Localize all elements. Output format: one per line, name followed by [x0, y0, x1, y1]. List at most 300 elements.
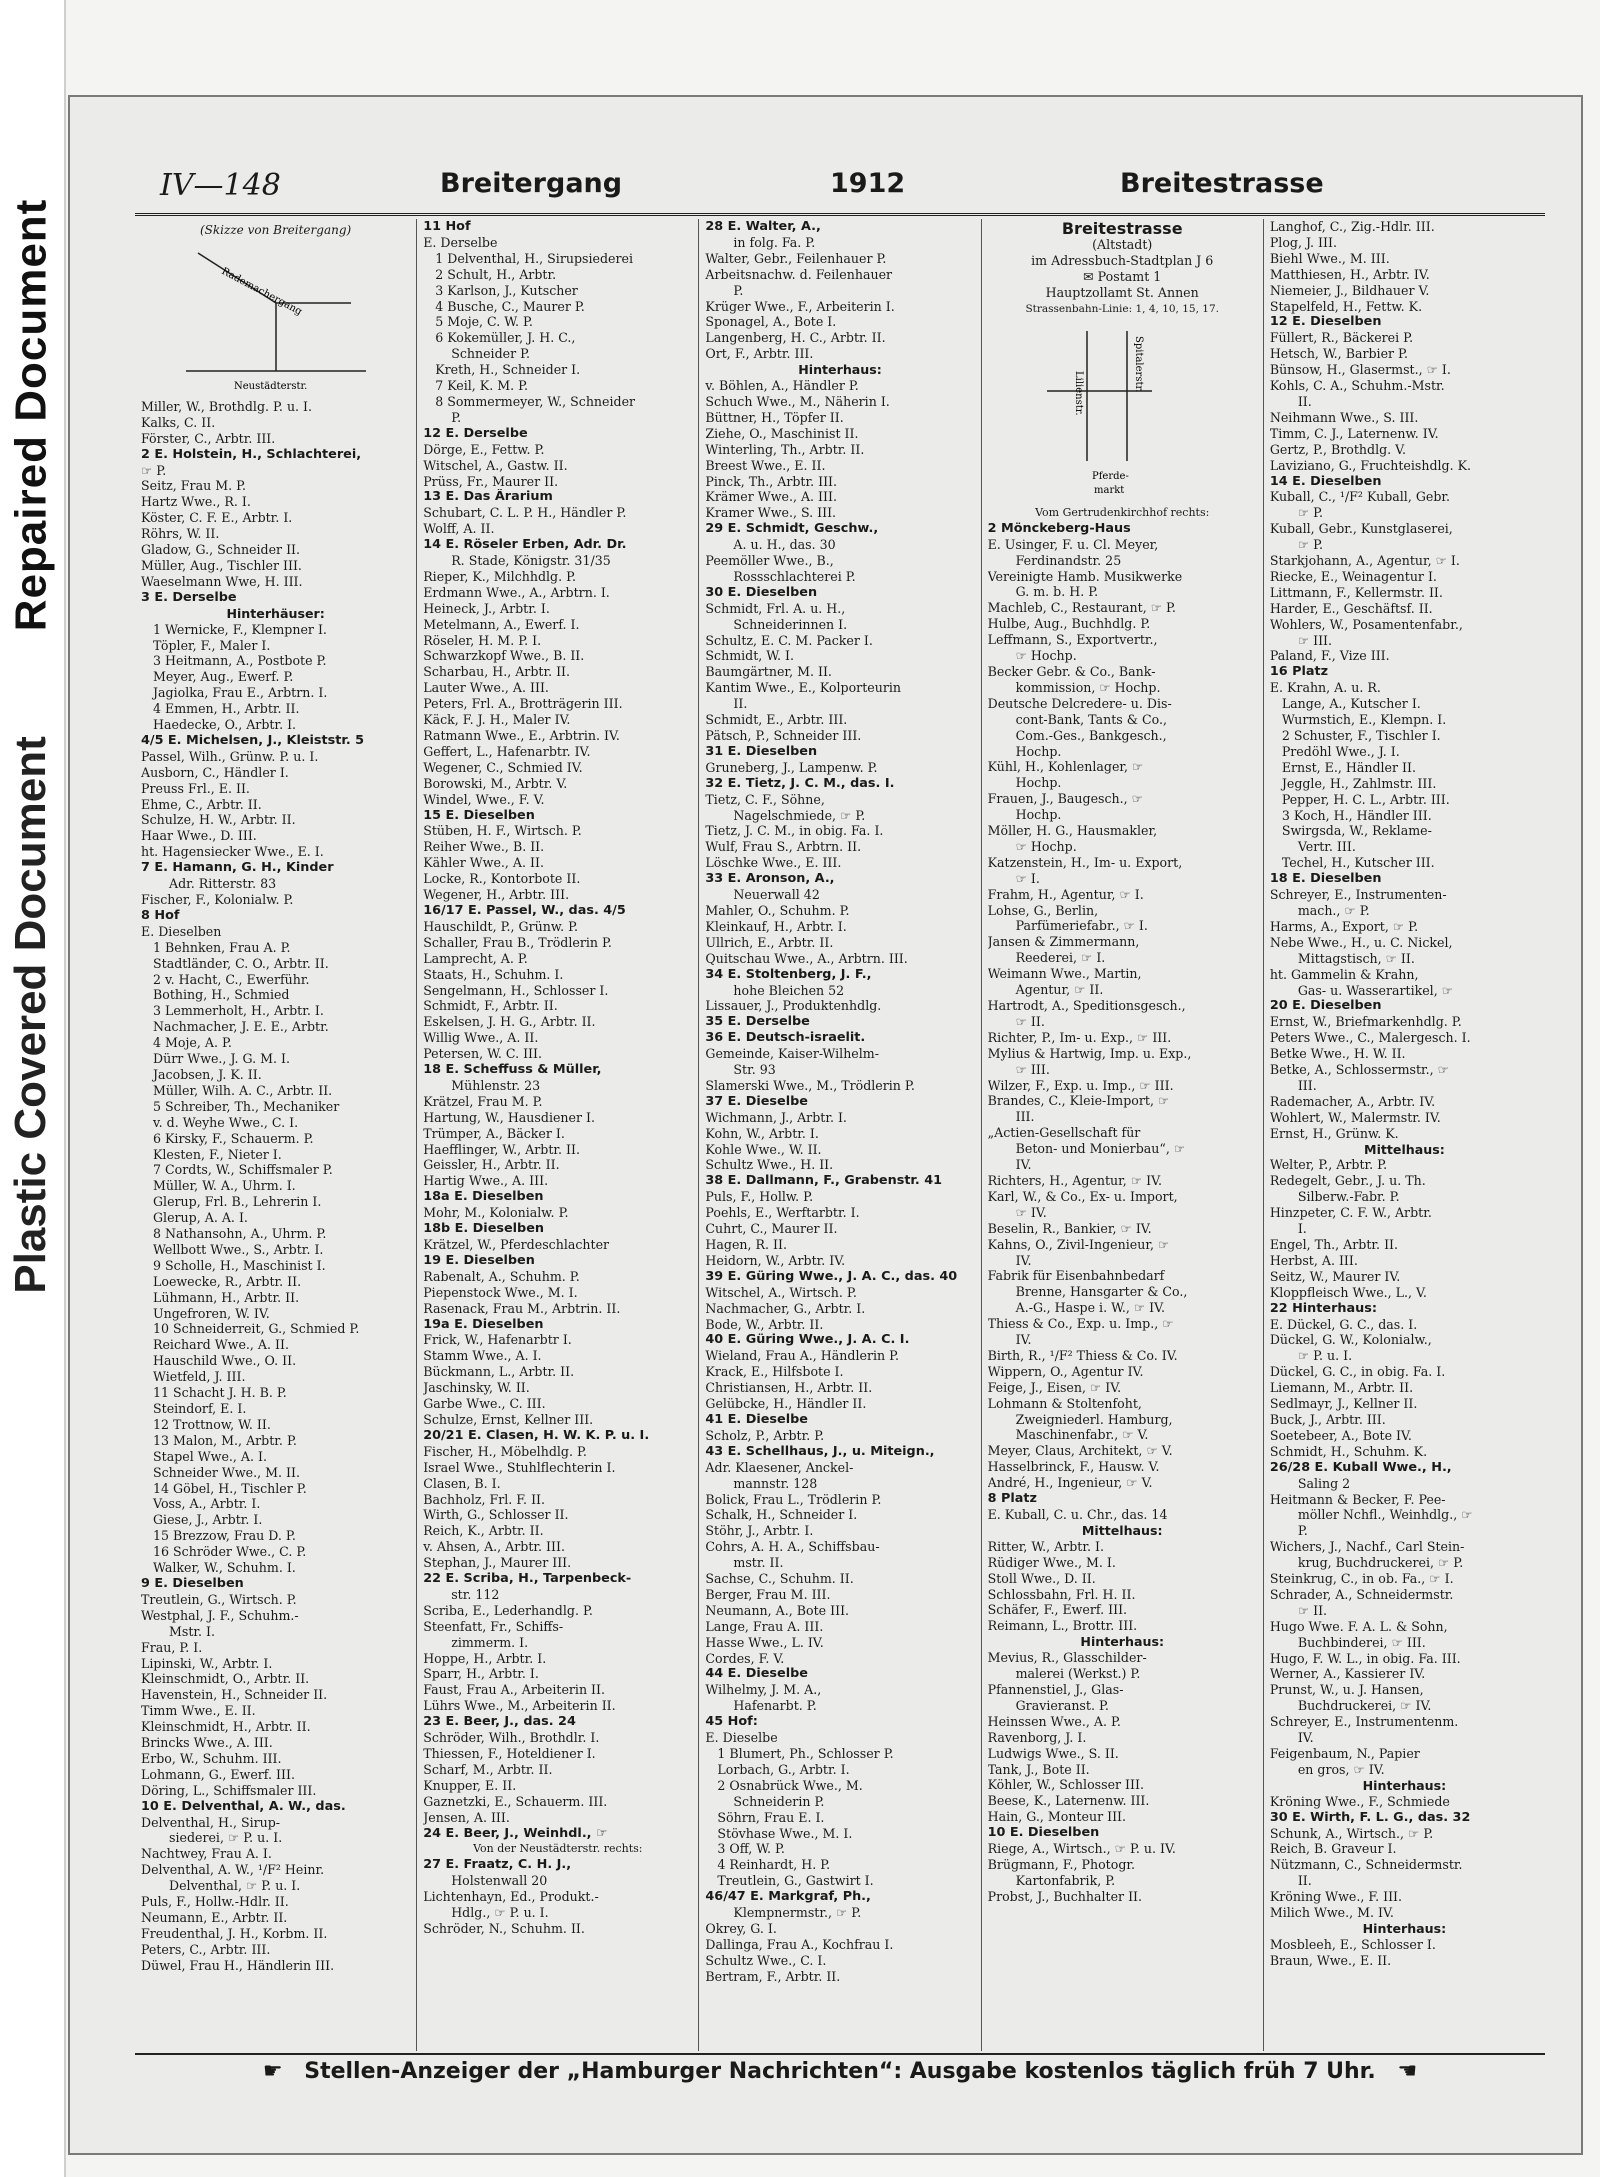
directory-entry: Sedlmayr, J., Kellner II.: [1269, 1396, 1418, 1412]
directory-entry: 11 Schacht J. H. B. P.: [153, 1385, 287, 1401]
directory-entry: 3 Lemmerholt, H., Arbtr. I.: [153, 1003, 324, 1019]
directory-entry: Schneider P.: [451, 346, 531, 362]
directory-entry: Röhrs, W. II.: [141, 526, 220, 542]
directory-entry: Schröder, Wilh., Brothdlr. I.: [423, 1730, 600, 1746]
directory-entry: Kuball, Gebr., Kunstglaserei,: [1269, 521, 1453, 537]
directory-entry: Kahns, O., Zivil-Ingenieur, ☞: [987, 1236, 1170, 1252]
directory-entry: Förster, C., Arbtr. III.: [141, 430, 276, 446]
directory-entry: Sparr, H., Arbtr. I.: [423, 1666, 539, 1682]
house-number-heading: 2 E. Holstein, H., Schlachterei,: [141, 446, 362, 462]
directory-entry: Breest Wwe., E. II.: [705, 457, 826, 473]
directory-entry: III.: [1015, 1109, 1035, 1125]
directory-entry: Ritter, W., Arbtr. I.: [987, 1538, 1104, 1554]
directory-entry: IV.: [1297, 1730, 1314, 1746]
sketch-label-neustaedterstr: Neustädterstr.: [233, 380, 307, 392]
directory-entry: Scharf, M., Arbtr. II.: [423, 1761, 553, 1777]
directory-entry: Pfannenstiel, J., Glas-: [987, 1681, 1124, 1697]
directory-entry: 1 Delventhal, H., Sirupsiederei: [435, 250, 633, 266]
directory-entry: ht. Hagensiecker Wwe., E. I.: [141, 844, 324, 860]
house-number-heading: 46/47 E. Markgraf, Ph.,: [705, 1889, 871, 1905]
directory-entry: Kramer Wwe., S. III.: [705, 505, 837, 521]
directory-entry: Rasenack, Frau M., Arbtrin. II.: [423, 1300, 621, 1316]
house-number-heading: 38 E. Dallmann, F., Grabenstr. 41: [705, 1173, 943, 1189]
directory-entry: P.: [733, 282, 744, 298]
directory-entry: „Actien-Gesellschaft für: [987, 1125, 1141, 1141]
directory-entry: Wegener, H., Arbtr. III.: [423, 887, 570, 903]
directory-entry: Schultz, E. C. M. Packer I.: [705, 632, 873, 648]
directory-entry: Ort, F., Arbtr. III.: [705, 346, 814, 362]
directory-entry: Hetsch, W., Barbier P.: [1269, 346, 1408, 362]
section-label: Vom Gertrudenkirchhof rechts:: [1035, 505, 1210, 519]
directory-entry: Prüss, Fr., Maurer II.: [423, 473, 559, 489]
directory-entry: 2 Osnabrück Wwe., M.: [717, 1777, 863, 1793]
directory-entry: Giese, J., Arbtr. I.: [153, 1512, 263, 1528]
directory-entry: Christiansen, H., Arbtr. II.: [705, 1380, 873, 1396]
directory-entry: Rossschlachterei P.: [733, 568, 856, 584]
directory-entry: Lührs Wwe., M., Arbeiterin II.: [423, 1698, 616, 1714]
directory-entry: Ullrich, E., Arbtr. II.: [705, 934, 834, 950]
house-number-heading: 9 E. Dieselben: [141, 1575, 244, 1591]
directory-entry: Wohlert, W., Malermstr. IV.: [1269, 1109, 1441, 1125]
directory-entry: ☞ IV.: [1015, 1204, 1047, 1220]
directory-entry: 13 Malon, M., Arbtr. P.: [153, 1432, 297, 1448]
directory-entry: Voss, A., Arbtr. I.: [153, 1496, 261, 1512]
house-number-heading: 34 E. Stoltenberg, J. F.,: [705, 966, 872, 982]
directory-entry: Borowski, M., Arbtr. V.: [423, 775, 568, 791]
directory-entry: Schulze, H. W., Arbtr. II.: [141, 812, 296, 828]
directory-entry: Kalks, C. II.: [141, 414, 216, 430]
directory-entry: ☞ II.: [1297, 1602, 1328, 1618]
directory-entry: 2 Schult, H., Arbtr.: [435, 266, 557, 282]
house-number-heading: 18b E. Dieselben: [423, 1221, 545, 1237]
column-3: [699, 219, 981, 2051]
directory-entry: Rieper, K., Milchhdlg. P.: [423, 568, 577, 584]
directory-entry: Döring, L., Schiffsmaler III.: [141, 1782, 317, 1798]
directory-entry: I.: [1297, 1221, 1307, 1237]
directory-entry: E. Kuball, C. u. Chr., das. 14: [987, 1507, 1168, 1522]
directory-entry: 3 Koch, H., Händler III.: [1281, 807, 1432, 823]
directory-entry: Köster, C. F. E., Arbtr. I.: [141, 510, 293, 526]
directory-entry: Hdlg., ☞ P. u. I.: [451, 1905, 549, 1921]
directory-entry: Ferdinandstr. 25: [1015, 552, 1122, 568]
directory-entry: Soetebeer, A., Bote IV.: [1269, 1427, 1412, 1443]
house-number-heading: 39 E. Güring Wwe., J. A. C., das. 40: [705, 1268, 958, 1284]
footer-advert: [135, 2059, 1545, 2089]
directory-entry: Thiess & Co., Exp. u. Imp., ☞: [987, 1316, 1174, 1332]
directory-entry: Lipinski, W., Arbtr. I.: [141, 1655, 273, 1671]
directory-entry: Schreyer, E., Instrumentenm.: [1269, 1714, 1459, 1730]
directory-entry: Müller, Wilh. A. C., Arbtr. II.: [153, 1082, 333, 1098]
directory-entry: 2 Schuster, F., Tischler I.: [1281, 728, 1441, 743]
directory-entry: Hagen, R. II.: [705, 1237, 787, 1252]
directory-entry: 5 Moje, C. W. P.: [435, 314, 533, 330]
directory-entry: Seitz, Frau M. P.: [141, 478, 247, 494]
directory-entry: Röseler, H. M. P. I.: [423, 632, 542, 648]
directory-entry: Reich, K., Arbtr. II.: [423, 1523, 544, 1539]
directory-entry: Ungefroren, W. IV.: [153, 1305, 270, 1321]
directory-entry: Puls, F., Hollw.-Hdlr. II.: [141, 1894, 289, 1910]
directory-entry: Bode, W., Arbtr. II.: [705, 1316, 824, 1332]
directory-entry: E. Krahn, A. u. R.: [1269, 680, 1381, 696]
directory-entry: Sachse, C., Schuhm. II.: [705, 1571, 854, 1587]
directory-entry: Cordes, F. V.: [705, 1650, 785, 1666]
directory-entry: Hauschildt, P., Grünw. P.: [423, 918, 579, 934]
directory-entry: Füllert, R., Bäckerei P.: [1269, 330, 1414, 346]
street-title: Breitestrasse: [1061, 219, 1183, 238]
directory-entry: Heitmann & Becker, F. Pee-: [1269, 1491, 1446, 1507]
directory-entry: 3 Karlson, J., Kutscher: [435, 282, 578, 298]
directory-entry: Betke Wwe., H. W. II.: [1269, 1046, 1406, 1062]
directory-entry: ☞ III.: [1297, 632, 1333, 648]
directory-entry: Schröder, N., Schuhm. II.: [423, 1920, 585, 1936]
directory-entry: 4 Busche, C., Maurer P.: [435, 298, 585, 314]
sketch-label-rademachergang: Rademachergang: [219, 265, 304, 318]
directory-entry: Hasselbrinck, F., Hausw. V.: [987, 1459, 1160, 1475]
directory-entry: Birth, R., ¹/F² Thiess & Co. IV.: [987, 1347, 1178, 1363]
directory-entry: Quitschau Wwe., A., Arbtrn. III.: [705, 950, 908, 966]
directory-entry: Agentur, ☞ II.: [1015, 982, 1104, 998]
directory-entry: malerei (Werkst.) P.: [1015, 1666, 1141, 1682]
directory-entry: Richters, H., Agentur, ☞ IV.: [987, 1172, 1162, 1188]
house-number-heading: 20/21 E. Clasen, H. W. K. P. u. I.: [423, 1427, 650, 1443]
directory-entry: str. 112: [451, 1586, 500, 1602]
directory-entry: Erdmann Wwe., A., Arbtrn. I.: [423, 584, 610, 600]
directory-entry: Buchdruckerei, ☞ IV.: [1297, 1698, 1432, 1714]
directory-entry: Wulf, Frau S., Arbtrn. II.: [705, 839, 862, 855]
column-5-entries: [1270, 219, 1539, 1969]
directory-entry: Redegelt, Gebr., J. u. Th.: [1269, 1173, 1426, 1189]
directory-entry: E. Derselbe: [423, 234, 498, 250]
directory-entry: Klesten, F., Nieter I.: [153, 1146, 282, 1162]
directory-entry: Brügmann, F., Photogr.: [987, 1856, 1136, 1872]
directory-entry: Berger, Frau M. III.: [705, 1586, 831, 1602]
directory-entry: Timm, C. J., Laternenw. IV.: [1269, 425, 1439, 441]
directory-entry: Kröning Wwe., F., Schmiede: [1269, 1793, 1450, 1809]
directory-entry: Delventhal, H., Sirup-: [141, 1814, 281, 1830]
directory-entry: Haar Wwe., D. III.: [141, 828, 257, 844]
directory-entry: Hartrodt, A., Speditionsgesch.,: [987, 998, 1186, 1013]
directory-entry: Richter, P., Im- u. Exp., ☞ III.: [987, 1029, 1172, 1045]
directory-entry: P.: [1297, 1523, 1308, 1539]
directory-columns: [135, 219, 1545, 2051]
directory-entry: Krack, E., Hilfsbote I.: [705, 1364, 844, 1380]
directory-entry: Betke, A., Schlossermstr., ☞: [1269, 1062, 1449, 1078]
directory-entry: Wieland, Frau A., Händlerin P.: [705, 1348, 900, 1364]
directory-entry: Becker Gebr. & Co., Bank-: [987, 663, 1156, 679]
directory-entry: Holstenwall 20: [451, 1873, 548, 1889]
directory-entry: 1 Wernicke, F., Klempner I.: [153, 621, 327, 637]
house-number-heading: 15 E. Dieselben: [423, 807, 535, 823]
directory-entry: 1 Behnken, Frau A. P.: [153, 939, 291, 955]
directory-entry: möller Nchfl., Weinhdlg., ☞: [1297, 1507, 1473, 1523]
house-number-heading: 32 E. Tietz, J. C. M., das. I.: [705, 775, 895, 791]
directory-entry: Schneider Wwe., M. II.: [153, 1464, 300, 1480]
house-number-heading: 19 E. Dieselben: [423, 1252, 535, 1268]
directory-entry: 7 Cordts, W., Schiffsmaler P.: [153, 1162, 333, 1178]
directory-entry: 10 Schneiderreit, G., Schmied P.: [153, 1321, 360, 1337]
directory-entry: Rabenalt, A., Schuhm. P.: [423, 1268, 580, 1284]
directory-entry: mannstr. 128: [733, 1475, 818, 1491]
directory-entry: Harder, E., Geschäftsf. II.: [1269, 600, 1433, 616]
directory-entry: Nachmacher, G., Arbtr. I.: [705, 1300, 866, 1316]
directory-entry: Schwarzkopf Wwe., B. II.: [423, 648, 585, 664]
directory-entry: Erbo, W., Schuhm. III.: [141, 1750, 282, 1766]
directory-entry: Scholz, P., Arbtr. P.: [705, 1427, 825, 1443]
directory-entry: Kühl, H., Kohlenlager, ☞: [987, 759, 1144, 775]
directory-entry: Schäfer, F., Ewerf. III.: [987, 1602, 1128, 1618]
directory-entry: Loewecke, R., Arbtr. II.: [153, 1273, 302, 1289]
directory-entry: Lauter Wwe., A. III.: [423, 680, 549, 696]
directory-entry: Mylius & Hartwig, Imp. u. Exp.,: [987, 1045, 1192, 1061]
directory-entry: Schmidt, W. I.: [705, 648, 795, 664]
directory-entry: Jagiolka, Frau E., Arbtrn. I.: [153, 685, 328, 701]
directory-entry: Baumgärtner, M. II.: [705, 664, 832, 680]
section-label: Hinterhaus:: [798, 362, 882, 378]
directory-entry: Frick, W., Hafenarbtr I.: [423, 1332, 572, 1348]
directory-entry: Gravieranst. P.: [1015, 1697, 1109, 1713]
directory-entry: Stadtländer, C. O., Arbtr. II.: [153, 955, 329, 971]
directory-entry: Neihmann Wwe., S. III.: [1269, 409, 1419, 425]
directory-entry: ☞ III.: [1015, 1061, 1050, 1077]
directory-entry: Miller, W., Brothdlg. P. u. I.: [141, 398, 313, 414]
directory-entry: Nagelschmiede, ☞ P.: [733, 807, 866, 823]
directory-entry: Glerup, A. A. I.: [153, 1210, 248, 1226]
directory-entry: Schubart, C. L. P. H., Händler P.: [423, 505, 627, 521]
directory-entry: Steinkrug, C., in ob. Fa., ☞ I.: [1269, 1571, 1454, 1587]
directory-entry: Steindorf, E. I.: [153, 1401, 247, 1416]
directory-entry: Wirth, G., Schlosser II.: [423, 1507, 569, 1523]
directory-entry: Hartig Wwe., A. III.: [423, 1173, 549, 1189]
directory-entry: Lohse, G., Berlin,: [987, 902, 1099, 918]
directory-entry: Pätsch, P., Schneider III.: [705, 728, 862, 743]
directory-entry: Willig Wwe., A. II.: [423, 1030, 539, 1046]
directory-entry: Ziehe, O., Maschinist II.: [705, 425, 859, 441]
directory-entry: Neumann, A., Bote III.: [705, 1602, 850, 1618]
repaired-document-text: Repaired Document: [6, 198, 56, 632]
directory-entry: Reiher Wwe., B. II.: [423, 839, 545, 855]
directory-entry: Fabrik für Eisenbahnbedarf: [987, 1268, 1165, 1284]
map-label-pferde: Pferde-: [1092, 470, 1130, 482]
directory-entry: E. Dieselben: [141, 923, 222, 939]
directory-entry: Witschel, A., Gastw. II.: [423, 457, 568, 473]
directory-entry: Hartung, W., Hausdiener I.: [423, 1109, 595, 1125]
directory-entry: Lohmann, G., Ewerf. III.: [141, 1766, 295, 1782]
directory-entry: Peters Wwe., C., Malergesch. I.: [1269, 1030, 1471, 1046]
house-number-heading: 37 E. Dieselbe: [705, 1093, 808, 1109]
house-number-heading: 12 E. Derselbe: [423, 425, 528, 441]
directory-entry: ☞ Hochp.: [1015, 648, 1077, 664]
house-number-heading: 16/17 E. Passel, W., das. 4/5: [423, 902, 626, 918]
directory-entry: Dürr Wwe., J. G. M. I.: [153, 1051, 291, 1067]
directory-entry: Wegener, C., Schmied IV.: [423, 759, 583, 775]
archive-sidebar: [0, 0, 66, 2177]
directory-entry: Winterling, Th., Arbtr. II.: [705, 441, 865, 457]
directory-entry: 6 Kokemüller, J. H. C.,: [435, 330, 576, 346]
directory-entry: Löschke Wwe., E. III.: [705, 855, 842, 871]
repaired-document-label: [2, 130, 60, 700]
directory-entry: Liemann, M., Arbtr. II.: [1269, 1380, 1414, 1396]
directory-entry: Töpler, F., Maler I.: [153, 637, 271, 653]
directory-entry: Gemeinde, Kaiser-Wilhelm-: [705, 1046, 879, 1062]
directory-entry: Müller, W. A., Uhrm. I.: [153, 1178, 296, 1194]
street-map-sketch: [1032, 321, 1212, 501]
directory-entry: Heidorn, W., Arbtr. IV.: [705, 1252, 846, 1268]
directory-entry: Beselin, R., Bankier, ☞ IV.: [987, 1220, 1152, 1236]
directory-entry: Peemöller Wwe., B.,: [705, 553, 834, 569]
directory-entry: Israel Wwe., Stuhlflechterin I.: [423, 1459, 616, 1475]
directory-entry: Nachtwey, Frau A. I.: [141, 1846, 272, 1862]
directory-entry: Heinssen Wwe., A. P.: [987, 1713, 1121, 1729]
directory-entry: Gaznetzki, E., Schauerm. III.: [423, 1793, 608, 1809]
directory-entry: Schmidt, Frl. A. u. H.,: [705, 600, 846, 616]
directory-entry: Reimann, L., Brottr. III.: [987, 1618, 1138, 1634]
directory-entry: Ernst, H., Grünw. K.: [1269, 1125, 1399, 1141]
directory-entry: Delventhal, A. W., ¹/F² Heinr.: [141, 1862, 325, 1878]
directory-entry: ht. Gammelin & Krahn,: [1269, 966, 1419, 982]
directory-entry: Neuerwall 42: [733, 887, 820, 903]
directory-entry: Mittagstisch, ☞ II.: [1297, 950, 1415, 966]
directory-entry: Eskelsen, J. H. G., Arbtr. II.: [423, 1014, 596, 1030]
directory-entry: Frahm, H., Agentur, ☞ I.: [987, 886, 1144, 902]
directory-entry: Müller, Aug., Tischler III.: [141, 557, 302, 573]
directory-entry: Walker, W., Schuhm. I.: [153, 1560, 296, 1576]
directory-entry: Schulze, Ernst, Kellner III.: [423, 1411, 594, 1427]
directory-entry: Hochp.: [1015, 743, 1062, 759]
section-label: Mittelhaus:: [1081, 1522, 1163, 1538]
directory-entry: Dallinga, Frau A., Kochfrau I.: [705, 1936, 894, 1952]
directory-entry: R. Stade, Königstr. 31/35: [451, 553, 611, 569]
directory-entry: Stephan, J., Maurer III.: [423, 1555, 572, 1571]
directory-entry: Matthiesen, H., Arbtr. IV.: [1269, 266, 1430, 282]
directory-entry: Tietz, C. F., Söhne,: [705, 791, 825, 807]
directory-entry: Havenstein, H., Schneider II.: [141, 1687, 328, 1703]
directory-entry: Reichard Wwe., A. II.: [153, 1337, 289, 1353]
directory-entry: krug, Buchdruckerei, ☞ P.: [1297, 1555, 1464, 1571]
directory-entry: Jensen, A. III.: [423, 1809, 510, 1825]
directory-entry: Heineck, J., Arbtr. I.: [423, 600, 550, 616]
directory-entry: Schneiderin P.: [733, 1793, 825, 1809]
directory-entry: A. u. H., das. 30: [733, 537, 836, 553]
directory-entry: Ernst, W., Briefmarkenhdlg. P.: [1269, 1014, 1462, 1030]
directory-entry: Wippern, O., Agentur IV.: [987, 1363, 1144, 1379]
house-number-heading: 30 E. Wirth, F. L. G., das. 32: [1269, 1809, 1471, 1825]
directory-entry: Reederei, ☞ I.: [1015, 950, 1106, 966]
directory-entry: Hugo Wwe. F. A. L. & Sohn,: [1269, 1618, 1448, 1634]
directory-entry: Hauschild Wwe., O. II.: [153, 1353, 297, 1369]
directory-entry: II.: [1297, 1873, 1312, 1889]
directory-entry: Biehl Wwe., M. III.: [1269, 250, 1390, 266]
house-number-heading: 2 Mönckeberg-Haus: [987, 520, 1131, 536]
footer-rule: [135, 2053, 1545, 2055]
directory-entry: II.: [1297, 393, 1312, 409]
directory-entry: Swirgsda, W., Reklame-: [1281, 823, 1432, 839]
directory-entry: Peters, Frl. A., Brotträgerin III.: [423, 696, 623, 712]
directory-entry: Milich Wwe., M. IV.: [1269, 1905, 1394, 1921]
directory-entry: Bothing, H., Schmied: [153, 987, 290, 1003]
directory-entry: siederei, ☞ P. u. I.: [169, 1830, 283, 1846]
directory-entry: 4 Moje, A. P.: [153, 1035, 232, 1051]
directory-entry: Reich, B. Graveur I.: [1269, 1841, 1397, 1857]
directory-entry: 4 Reinhardt, H. P.: [717, 1857, 831, 1873]
directory-entry: Kleinschmidt, H., Arbtr. II.: [141, 1719, 311, 1735]
directory-entry: Möller, H. G., Hausmakler,: [987, 823, 1158, 839]
directory-entry: Sponagel, A., Bote I.: [705, 314, 837, 330]
directory-entry: Schunk, A., Wirtsch., ☞ P.: [1269, 1825, 1434, 1841]
directory-entry: Kleinkauf, H., Arbtr. I.: [705, 918, 847, 934]
directory-entry: Engel, Th., Arbtr. II.: [1269, 1237, 1399, 1252]
directory-entry: Bachholz, Frl. F. II.: [423, 1491, 546, 1507]
house-number-heading: 18 E. Scheffuss & Müller,: [423, 1062, 602, 1078]
directory-entry: 8 Nathansohn, A., Uhrm. P.: [153, 1226, 327, 1242]
directory-entry: v. Ahsen, A., Arbtr. III.: [423, 1539, 565, 1555]
pointing-hand-right-icon: ☚: [1397, 2059, 1418, 2084]
directory-entry: Braun, Wwe., E. II.: [1269, 1952, 1392, 1968]
directory-entry: Wellbott Wwe., S., Arbtr. I.: [153, 1241, 324, 1257]
directory-entry: ☞ P.: [1297, 537, 1324, 553]
directory-entry: Geffert, L., Hafenarbtr. IV.: [423, 743, 591, 759]
directory-entry: Jaschinsky, W. II.: [423, 1380, 530, 1396]
directory-entry: Lühmann, H., Arbtr. II.: [153, 1289, 300, 1305]
directory-entry: Wohlers, W., Posamentenfabr.,: [1269, 616, 1463, 632]
directory-entry: Feige, J., Eisen, ☞ IV.: [987, 1379, 1122, 1395]
directory-entry: Hoppe, H., Arbtr. I.: [423, 1650, 547, 1666]
directory-entry: Techel, H., Kutscher III.: [1281, 855, 1435, 871]
directory-entry: 15 Brezzow, Frau D. P.: [153, 1528, 296, 1544]
directory-entry: Probst, J., Buchhalter II.: [987, 1888, 1143, 1904]
directory-entry: Riege, A., Wirtsch., ☞ P. u. IV.: [987, 1841, 1176, 1857]
directory-entry: Vertr. III.: [1297, 839, 1356, 855]
directory-entry: Starkjohann, A., Agentur, ☞ I.: [1269, 553, 1460, 569]
house-number-heading: 36 E. Deutsch-israelit.: [705, 1030, 866, 1046]
sketch-title: (Skizze von Breitergang): [200, 223, 352, 237]
directory-entry: Delventhal, ☞ P. u. I.: [169, 1878, 301, 1894]
house-number-heading: 35 E. Derselbe: [705, 1014, 810, 1030]
directory-entry: Piepenstock Wwe., M. I.: [423, 1284, 578, 1300]
directory-entry: IV.: [1015, 1252, 1032, 1268]
directory-entry: Haefflinger, W., Arbtr. II.: [423, 1141, 581, 1157]
directory-entry: v. d. Weyhe Wwe., C. I.: [153, 1114, 299, 1130]
directory-entry: Mstr. I.: [169, 1623, 216, 1639]
directory-entry: Littmann, F., Kellermstr. II.: [1269, 584, 1443, 600]
directory-entry: Glerup, Frl. B., Lehrerin I.: [153, 1194, 322, 1210]
house-number-heading: 13 E. Das Ärarium: [423, 489, 553, 505]
directory-entry: Herbst, A. III.: [1269, 1252, 1358, 1268]
directory-entry: E. Dieselbe: [705, 1730, 778, 1746]
page-header: [130, 162, 1541, 210]
house-number-heading: 31 E. Dieselben: [705, 743, 818, 759]
street-sketch: [176, 243, 376, 393]
directory-entry: IV.: [1015, 1332, 1032, 1348]
directory-entry: Werner, A., Kassierer IV.: [1269, 1666, 1426, 1682]
house-number-heading: 18 E. Dieselben: [1269, 871, 1382, 887]
directory-entry: E. Dückel, G. C., das. I.: [1269, 1316, 1418, 1332]
directory-entry: André, H., Ingenieur, ☞ V.: [987, 1475, 1153, 1491]
directory-entry: Feigenbaum, N., Papier: [1269, 1746, 1420, 1761]
directory-entry: Ravenborg, J. I.: [987, 1729, 1087, 1745]
house-number-heading: 43 E. Schellhaus, J., u. Miteign.,: [705, 1443, 935, 1459]
directory-entry: Gladow, G., Schneider II.: [141, 542, 301, 558]
directory-entry: 14 Göbel, H., Tischler P.: [153, 1480, 307, 1496]
directory-entry: 4 Emmen, H., Arbtr. II.: [153, 701, 300, 717]
directory-entry: Nützmann, C., Schneidermstr.: [1269, 1857, 1463, 1873]
directory-entry: Cuhrt, C., Maurer II.: [705, 1221, 838, 1237]
directory-entry: Jeggle, H., Zahlmstr. III.: [1281, 775, 1437, 791]
directory-entry: Frauen, J., Baugesch., ☞: [987, 791, 1143, 807]
directory-entry: mach., ☞ P.: [1297, 902, 1370, 918]
directory-entry: 9 Scholle, H., Maschinist I.: [153, 1257, 326, 1273]
house-number-heading: 12 E. Dieselben: [1269, 314, 1382, 330]
directory-entry: Bünsow, H., Glasermst., ☞ I.: [1269, 362, 1451, 378]
